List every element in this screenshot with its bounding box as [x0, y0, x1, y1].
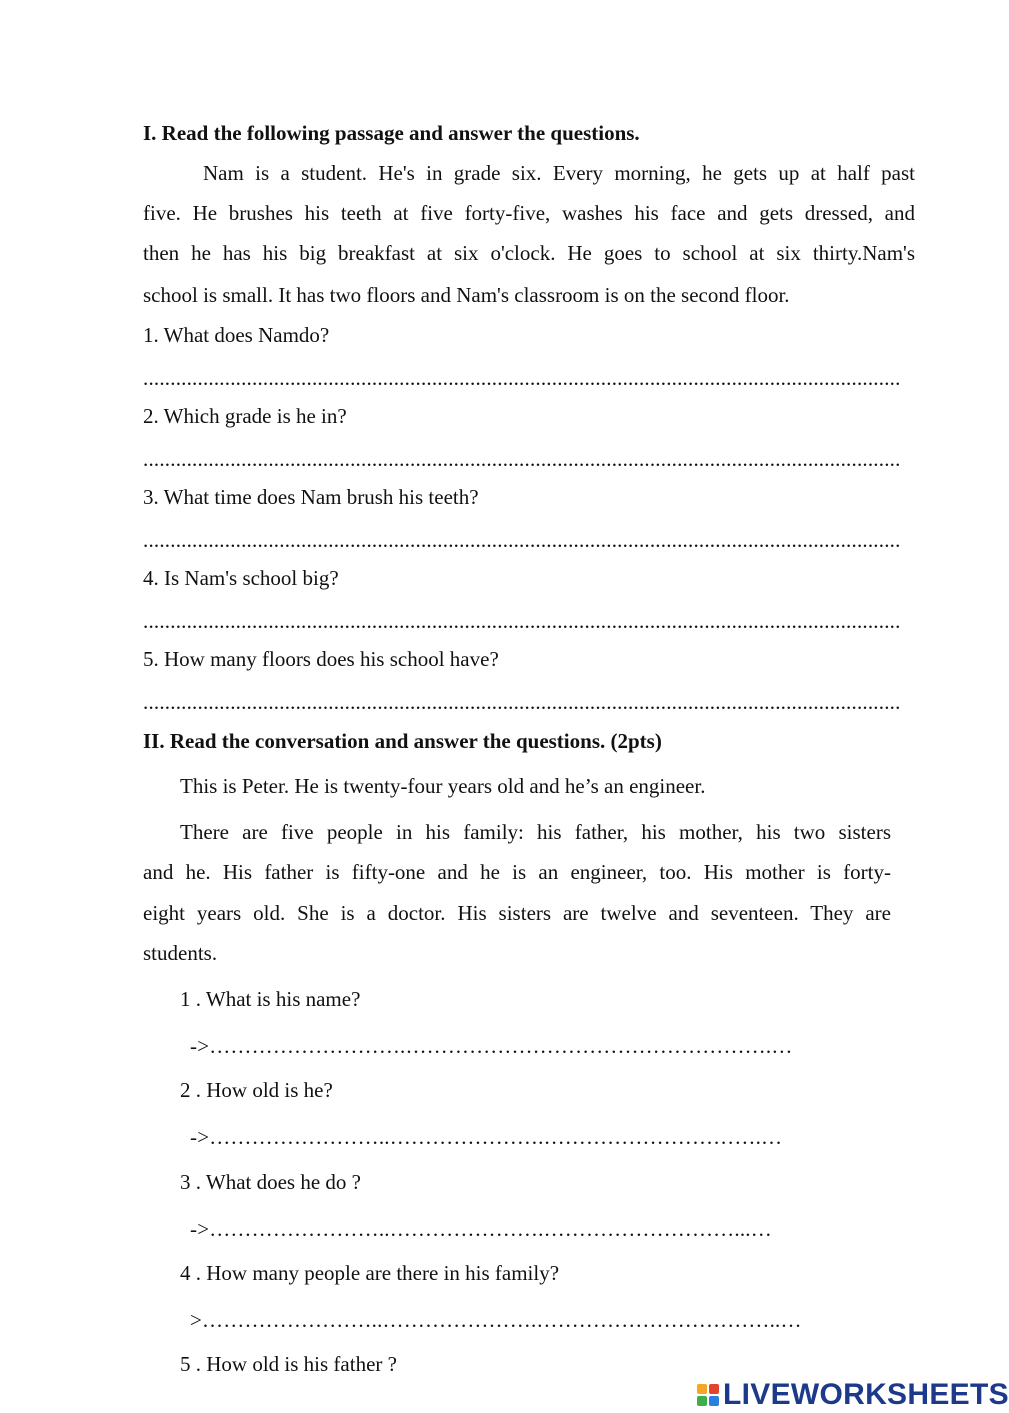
passage-2-line-2: and he. His father is fifty-one and he is an engineer, too. His mother is forty- — [143, 860, 891, 884]
passage-2-line-4: students. — [143, 941, 218, 965]
passage-1-line-1: Nam is a student. He's in grade six. Every morning, he gets up at half past — [203, 161, 915, 185]
answer-field-2-2[interactable]: ->……………………..………………….………………………….… — [190, 1125, 783, 1149]
answer-field-2-1[interactable]: ->……………………….…………………………………………….… — [190, 1034, 793, 1058]
question-2-3: 3 . What does he do ? — [180, 1170, 361, 1194]
passage-1-line-3: then he has his big breakfast at six o'clock. He goes to school at six thirty.Nam's — [143, 241, 915, 265]
logo-squares-icon — [697, 1384, 719, 1406]
question-1-1: 1. What does Namdo? — [143, 323, 330, 347]
answer-field-2-4[interactable]: >……………………..………………….……………………………..… — [190, 1308, 802, 1332]
answer-field-1-2[interactable]: ........................................................................................................................................... — [143, 447, 901, 471]
liveworksheets-logo[interactable] — [697, 1378, 1009, 1412]
answer-field-1-3[interactable]: ........................................................................................................................................... — [143, 528, 901, 552]
answer-field-1-4[interactable]: ........................................................................................................................................... — [143, 609, 901, 633]
question-2-2: 2 . How old is he? — [180, 1078, 333, 1102]
logo-text: LIVEWORKSHEETS — [723, 1378, 1009, 1411]
passage-1-line-2: five. He brushes his teeth at five forty-five, washes his face and gets dressed, and — [143, 201, 915, 225]
question-2-4: 4 . How many people are there in his family? — [180, 1261, 560, 1285]
question-1-3: 3. What time does Nam brush his teeth? — [143, 485, 479, 509]
passage-1-line-4: school is small. It has two floors and Nam's classroom is on the second floor. — [143, 283, 790, 307]
question-2-1: 1 . What is his name? — [180, 987, 361, 1011]
section-1-heading: I. Read the following passage and answer the questions. — [143, 121, 640, 145]
question-1-5: 5. How many floors does his school have? — [143, 647, 499, 671]
question-1-4: 4. Is Nam's school big? — [143, 566, 339, 590]
answer-field-2-3[interactable]: ->……………………..………………….………………………...… — [190, 1217, 772, 1241]
section-2-heading: II. Read the conversation and answer the questions. (2pts) — [143, 729, 662, 753]
passage-2-line-3: eight years old. She is a doctor. His sisters are twelve and seventeen. They are — [143, 901, 891, 925]
passage-2-line-1: There are five people in his family: his father, his mother, his two sisters — [180, 820, 891, 844]
answer-field-1-5[interactable]: ........................................................................................................................................... — [143, 690, 901, 714]
passage-2-intro: This is Peter. He is twenty-four years old and he’s an engineer. — [180, 774, 706, 798]
answer-field-1-1[interactable]: ........................................................................................................................................... — [143, 366, 901, 390]
question-1-2: 2. Which grade is he in? — [143, 404, 347, 428]
question-2-5: 5 . How old is his father ? — [180, 1352, 397, 1376]
